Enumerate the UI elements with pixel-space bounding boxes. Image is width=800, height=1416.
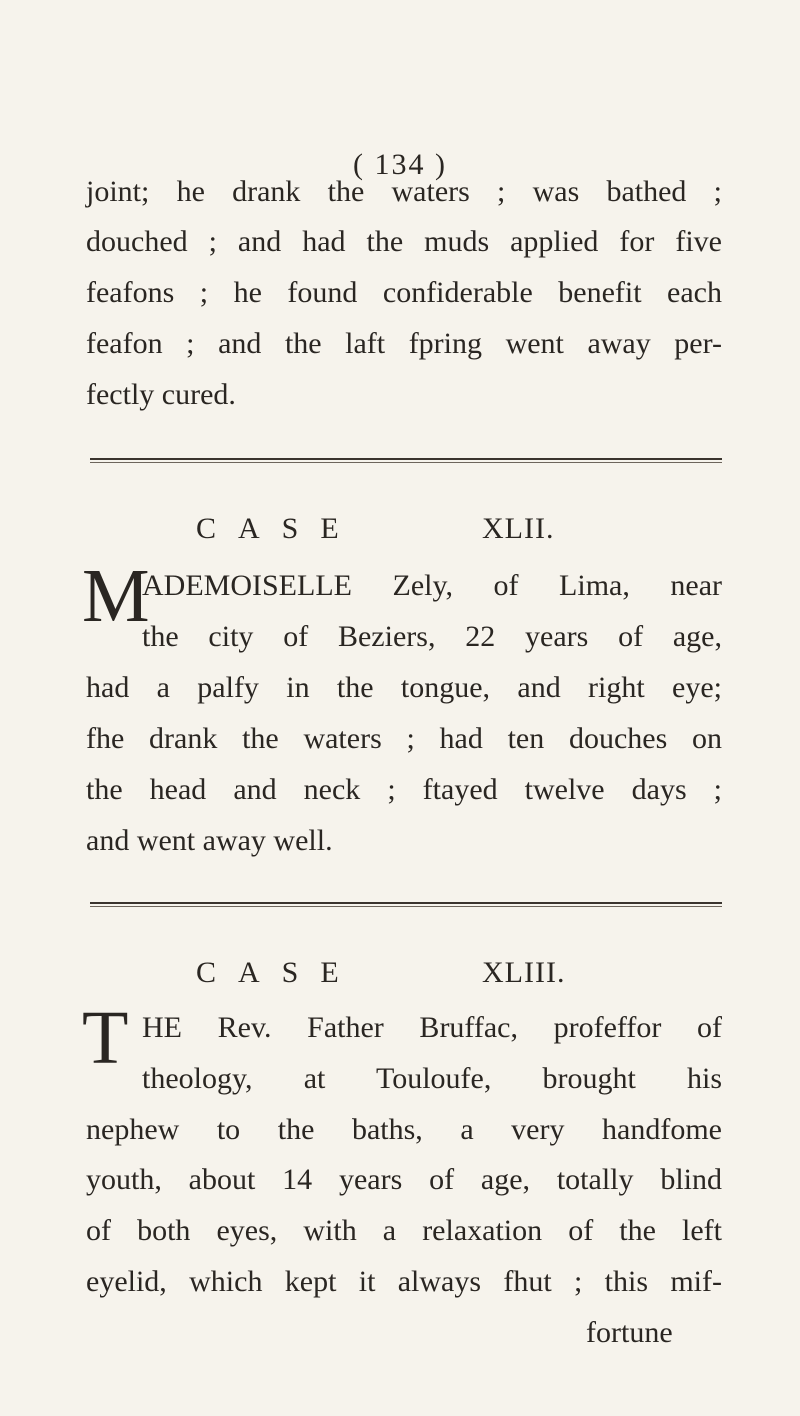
text-line: the head and neck ; ftayed twelve days ;: [86, 773, 722, 806]
case-heading-word: CASE: [196, 956, 361, 989]
text-line: theology, at Touloufe, brought his: [142, 1062, 722, 1095]
section-divider: [90, 902, 722, 904]
text-line: and went away well.: [86, 824, 333, 857]
case-heading-number: XLIII.: [482, 956, 566, 989]
text-line: feafons ; he found confiderable benefit each: [86, 276, 722, 309]
case-heading-word: CASE: [196, 512, 361, 545]
text-line: joint; he drank the waters ; was bathed ;: [86, 175, 722, 208]
case-heading: [196, 512, 616, 546]
text-line: fectly cured.: [86, 378, 236, 411]
section-divider: [90, 458, 722, 460]
text-line: the city of Beziers, 22 years of age,: [142, 620, 722, 653]
text-line: of both eyes, with a relaxation of the left: [86, 1214, 722, 1247]
text-line: nephew to the baths, a very handfome: [86, 1113, 722, 1146]
text-line: HE Rev. Father Bruffac, profeffor of: [142, 1011, 722, 1044]
page-number: ( 134 ): [353, 148, 447, 181]
drop-cap: M: [82, 554, 150, 638]
catchword: fortune: [586, 1316, 673, 1349]
text-line: ADEMOISELLE Zely, of Lima, near: [142, 569, 722, 602]
drop-cap: T: [82, 996, 129, 1080]
text-line: douched ; and had the muds applied for five: [86, 225, 722, 258]
text-line: fhe drank the waters ; had ten douches on: [86, 722, 722, 755]
text-line: eyelid, which kept it always fhut ; this mif-: [86, 1265, 722, 1298]
text-line: feafon ; and the laft fpring went away per-: [86, 327, 722, 360]
case-heading: [196, 956, 616, 990]
case-heading-number: XLII.: [482, 512, 555, 545]
text-line: youth, about 14 years of age, totally blind: [86, 1163, 722, 1196]
text-line: had a palfy in the tongue, and right eye;: [86, 671, 722, 704]
